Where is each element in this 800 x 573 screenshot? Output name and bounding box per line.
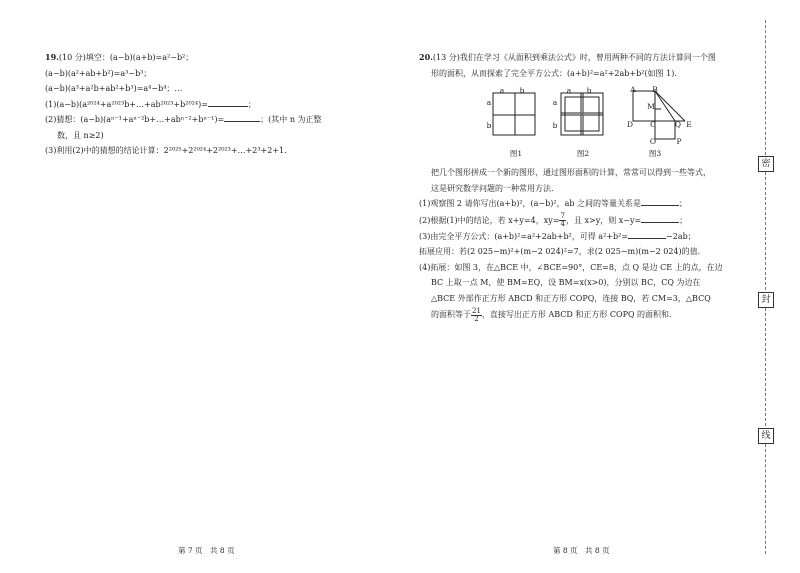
q20-sub3: (3)由完全平方公式：(a+b)²=a²+2ab+b²，可得 a²+b²= bbox=[419, 231, 629, 241]
fig2-label-b-left: b bbox=[552, 121, 558, 130]
fig2-label-a-left: a bbox=[552, 98, 558, 107]
fraction-numerator: 7 bbox=[560, 212, 565, 220]
fig3-label-Q: Q bbox=[674, 120, 682, 129]
q20-sub3-blank[interactable] bbox=[628, 229, 666, 239]
q19-line3: (a−b)(a³+a²b+ab²+b³)=a⁴−b⁴；… bbox=[45, 84, 183, 93]
q19-part2-cont: 数，且 n≥2) bbox=[57, 130, 104, 140]
fig2-caption: 图2 bbox=[576, 149, 590, 158]
q19-part1-blank[interactable] bbox=[208, 97, 248, 107]
figure-1 bbox=[485, 85, 545, 155]
q20-sub1-end: ； bbox=[679, 199, 688, 208]
seal-xian: 线 bbox=[758, 428, 774, 444]
q20-sub2-end: ； bbox=[679, 215, 688, 225]
q20-sub4-line1: (4)拓展：如图 3，在△BCE 中，∠BCE=90°，CE=8，点 Q 是边 CE 上的点，在边 bbox=[419, 262, 723, 272]
q20-sub4-line2: BC 上取一点 M，使 BM=EQ，设 BM=x(x>0)，分别以 BC，CQ 为边在 bbox=[431, 278, 701, 287]
fig2-label-a-top: a bbox=[566, 86, 572, 95]
fig3-label-A: A bbox=[630, 85, 636, 94]
q20-sub2: (2)根据(1)中的结论，若 x+y=4，xy= bbox=[419, 215, 560, 225]
q19-number: 19. bbox=[45, 52, 59, 62]
question-20-body bbox=[419, 165, 759, 323]
page-footer-left: 第 7 页 共 8 页 bbox=[178, 546, 235, 555]
seal-line-mid2 bbox=[765, 308, 766, 426]
q19-part2-end: ；(其中 n 为正整 bbox=[260, 115, 322, 124]
q19-part2-blank[interactable] bbox=[224, 112, 260, 122]
fig1-label-a-left: a bbox=[486, 98, 492, 107]
figure-2 bbox=[553, 85, 613, 155]
q20-sub3-ext: 拓展应用：若(2 025−m)²+(m−2 024)²=7，求(2 025−m)(m−2 024)的值. bbox=[419, 247, 701, 256]
question-19 bbox=[45, 50, 385, 159]
q19-part2: (2)猜想：(a−b)(aⁿ⁻¹+aⁿ⁻²b+…+abⁿ⁻²+bⁿ⁻¹)= bbox=[45, 115, 225, 124]
fig3-label-D: D bbox=[626, 120, 633, 129]
q20-number: 20. bbox=[419, 52, 433, 62]
fig3-label-B: B bbox=[652, 85, 658, 94]
seal-feng: 封 bbox=[758, 292, 774, 308]
q20-para1: 把几个图形拼成一个新的图形，通过图形面积的计算，常常可以得到一些等式， bbox=[431, 168, 711, 177]
question-20-intro bbox=[419, 50, 759, 81]
q20-sub2-cont: ，且 x>y，则 x−y= bbox=[565, 215, 642, 225]
fraction-denominator: 4 bbox=[560, 220, 565, 228]
fig1-caption: 图1 bbox=[509, 149, 523, 158]
fig3-label-C: C bbox=[650, 120, 656, 129]
q20-sub4-line4: 的面积等于 bbox=[431, 310, 471, 319]
q20-line1: (13 分)我们在学习《从面积到乘法公式》时，曾用两种不同的方法计算同一个图 bbox=[432, 53, 716, 62]
seal-mi: 密 bbox=[758, 156, 774, 172]
q19-part3: (3)利用(2)中的猜想的结论计算：2²⁰²⁵+2²⁰²⁴+2²⁰²³+…+2³+2+1. bbox=[45, 146, 287, 155]
q20-line2: 形的面积，从而探索了完全平方公式：(a+b)²=a²+2ab+b²(如图 1). bbox=[431, 68, 677, 78]
q19-line1: (10 分)填空：(a−b)(a+b)=a²−b²； bbox=[58, 53, 194, 62]
fig1-label-b-left: b bbox=[486, 121, 492, 130]
fig3-label-E: E bbox=[686, 120, 692, 129]
q19-line2: (a−b)(a²+ab+b²)=a³−b³； bbox=[45, 68, 152, 78]
q20-sub1: (1)观察图 2 请你写出(a+b)²，(a−b)²，ab 之间的等量关系是 bbox=[419, 199, 642, 208]
fig3-caption: 图3 bbox=[648, 149, 662, 158]
fraction-21-2 bbox=[471, 308, 482, 323]
q20-sub1-blank[interactable] bbox=[641, 196, 679, 206]
fraction-denominator: 2 bbox=[474, 314, 479, 323]
fraction-numerator: 21 bbox=[472, 306, 481, 315]
fig3-label-P: P bbox=[676, 137, 682, 146]
q19-part1: (1)(a−b)(a²⁰²⁴+a²⁰²³b+…+ab²⁰²³+b²⁰²⁴)= bbox=[45, 99, 208, 109]
seal-line-mid1 bbox=[765, 172, 766, 290]
fig3-label-M: M bbox=[647, 102, 655, 111]
fig2-label-b-top: b bbox=[586, 86, 592, 95]
fig3-label-O: O bbox=[649, 137, 657, 146]
fig1-label-a-top: a bbox=[499, 86, 505, 95]
q20-sub4-line4-cont: ，直接写出正方形 ABCD 和正方形 COPQ 的面积和. bbox=[481, 310, 672, 319]
seal-line-top bbox=[765, 20, 766, 155]
q20-sub4-line3: △BCE 外部作正方形 ABCD 和正方形 COPQ，连接 BQ，若 CM=3，△BCQ bbox=[431, 293, 711, 303]
q20-sub3-end: −2ab； bbox=[666, 231, 696, 241]
fig1-label-b-top: b bbox=[519, 86, 525, 95]
page-footer-right: 第 8 页 共 8 页 bbox=[553, 546, 610, 555]
seal-line-bottom bbox=[765, 444, 766, 554]
q20-para2: 这是研究数学问题的一种常用方法. bbox=[431, 183, 554, 193]
q19-part1-end: ； bbox=[247, 99, 256, 109]
q20-sub2-blank[interactable] bbox=[641, 213, 679, 223]
